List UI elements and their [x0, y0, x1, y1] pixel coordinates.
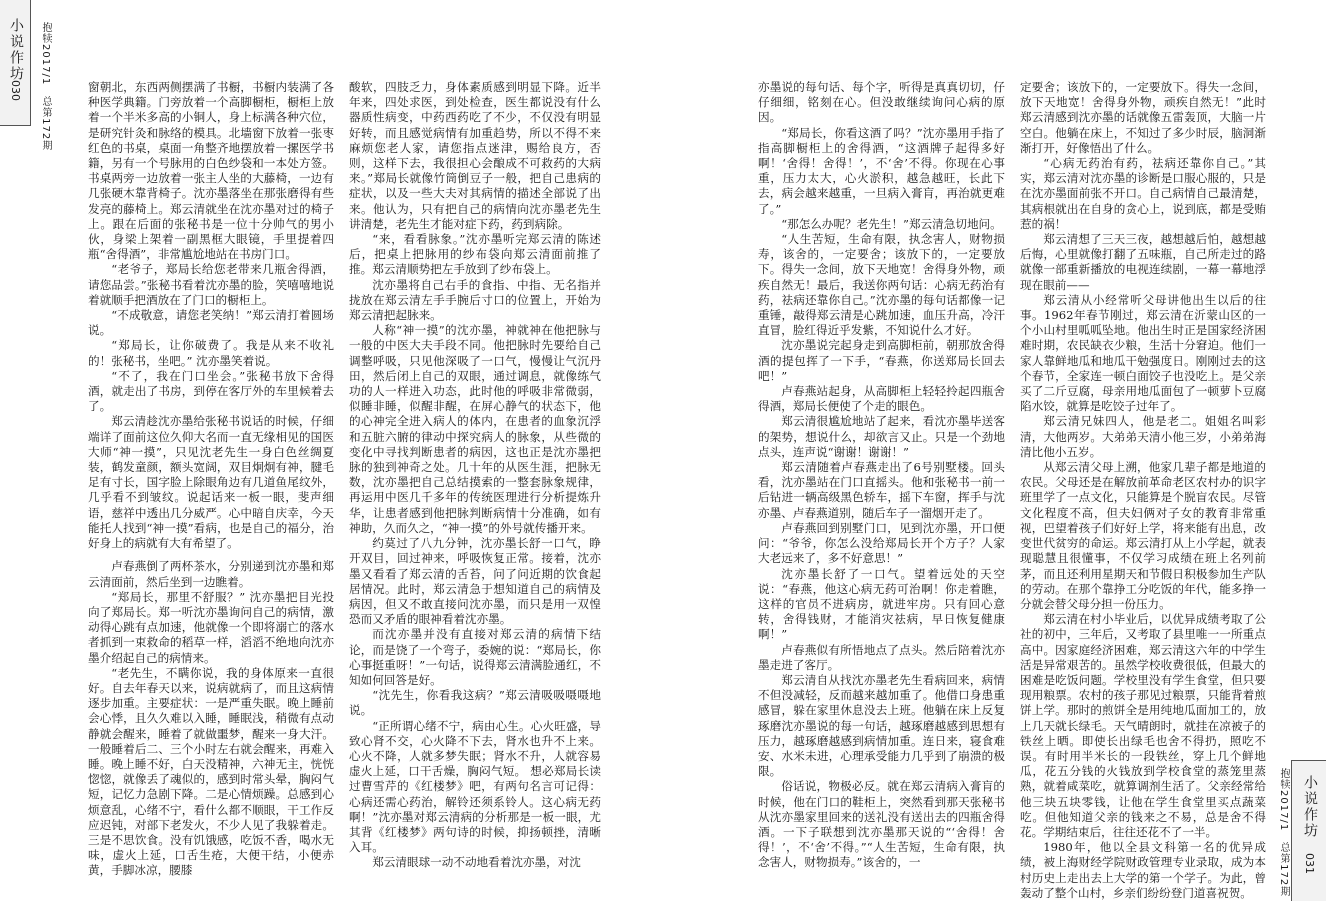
paragraph: “来，看看脉象。”沈亦墨听完郑云清的陈述后，把桌上把脉用的纱布袋向郑云清面前推了推。郑云清顺势把左手放到了纱布袋上。 [349, 232, 601, 277]
section-tab-right [1291, 760, 1326, 901]
section-title-right: 小说作坊 [1302, 775, 1318, 839]
section-tab-left [0, 0, 31, 126]
paragraph: 郑云清眼球一动不动地看着沈亦墨，对沈 [372, 855, 581, 870]
paragraph: 酸软，四肢乏力，身体素质感到明显下降。近半年来，四处求医，到处检查，医生都说没有什么器质性病变，中药西药吃了不少，不仅没有明显好转，而且感觉病情有加重趋势，所以不得不来麻烦您老人家，请您指点迷津，赐给良方，否则，这样下去，我很担心会酿成不可救药的大病来。”郑局长就像竹筒倒豆子一般，把自己患病的症状，以及一些大夫对其病情的描述全部说了出来。他认为，只有把自己的病情向沈亦墨老先生讲清楚，老先生才能对症下药，药到病除。 [349, 80, 601, 231]
right-page [663, 0, 1326, 900]
issue-label-left: 抱犊2017/1 总第172期 [40, 22, 51, 152]
paragraph: “那怎么办呢？老先生！”郑云清急切地问。 [781, 216, 1002, 231]
text-column [758, 80, 1005, 885]
page-number-left: 030 [9, 80, 22, 101]
paragraph: 郑云清从小经常听父母讲他出生以后的往事。1962年春节刚过，郑云清在沂蒙山区的一个小山村里呱呱坠地。他出生时正是国家经济困难时期，农民缺衣少粮，生活十分窘迫。他们一家人靠鲜地瓜和地瓜干勉强度日。刚刚过去的这个春节，全家连一顿白面饺子也没吃上。是父亲买了二斤豆腐，母亲用地瓜面包了一顿萝卜豆腐陷水饺，就算是吃饺子过年了。 [1020, 292, 1266, 414]
paragraph: “郑局长，让你破费了。我是从来不收礼的！张秘书，坐吧。” 沈亦墨笑着说。 [88, 338, 334, 368]
issue-label-right: 抱犊2017/1 总第172期 [1278, 768, 1289, 898]
paragraph: “不成敬意，请您老笑纳！”郑云清打着圆场说。 [88, 308, 334, 338]
paragraph: 卢春燕回到别墅门口，见到沈亦墨，开口便问：“爷爷，你怎么没给郑局长开个方子？人家大老远来了，多不好意思！” [758, 520, 1005, 566]
paragraph: 约莫过了八九分钟，沈亦墨长舒一口气，睁开双目，回过神来，呼吸恢复正常。接着，沈亦墨又看看了郑云清的舌苔，问了问近期的饮食起居情况。此时，郑云清急于想知道自己的病情及病因，但又不敢直接问沈亦墨，而只是用一双惶恐而又矛盾的眼神看着沈亦墨。 [349, 536, 601, 627]
paragraph: 沈亦墨长舒了一口气。望着远处的天空说：“春燕，他这心病无药可治啊！你走着瞧，这样的官员不进病房，就进牢房。只有回心意转，舍得钱财，才能消灾祛病，早日恢复健康啊！” [758, 566, 1005, 642]
paragraph: 郑云清在村小毕业后，以优异成绩考取了公社的初中，三年后，又考取了县里唯一一所重点高中。因家庭经济困难，郑云清这六年的中学生活是异常艰苦的。虽然学校收费很低，但最大的困难是吃饭问题。学校里没有学生食堂，但只要现用粮票。农村的孩子那见过粮票，只能背着煎饼上学。那时的煎饼全是用纯地瓜面加工的，放上几天就长绿毛。天气晴朗时，就挂在凉被子的铁丝上晒。即使长出绿毛也舍不得扔，照吃不误。有时用半米长的一段铁丝，穿上几个鲜地瓜，花五分钱的火钱放到学校食堂的蒸笼里蒸熟，就着咸菜吃，就算调剂生活了。父亲经常给他三块五块零钱，让他在学生食堂里买点蔬菜吃。但他知道父亲的钱来之不易，总是舍不得花。学期结束后，往往还花不了一半。 [1020, 612, 1266, 839]
paragraph: “人生苦短，生命有限，执念害人，财物损寿，该舍的，一定要舍；该放下的，一定要放下。得失一念间，放下天地宽！舍得身外物，顽疾自然无！最后，我送你两句话：心病无药治有药，祛病还靠你自己。”沈亦墨的每句话都像一记重锤，敲得郑云清是心跳加速，血压升高，冷汗直冒，脸红得近乎发紫，不知说什么才好。 [758, 232, 1005, 338]
paragraph: 人称“神一摸”的沈亦墨，神就神在他把脉与一般的中医大夫手段不同。他把脉时先要给自己调整呼吸，只见他深吸了一口气，慢慢让气沉丹田，然后闭上自己的双眼，通过调息，就像练气功的人一样进入功态，此时他的呼吸非常微弱，似睡非睡，似醒非醒，在屏心静气的状态下，他的心神完全进入病人的体内，在患者的血象沉浮和五脏六腑的律动中探究病人的脉象，从些微的变化中寻找判断患者的病因，这也正是沈亦墨把脉的独到神奇之处。几十年的从医生涯，把脉无数，沈亦墨把自己总结摸索的一整套脉象规律，再运用中医几千多年的传统医理进行分析提炼升华，让患者感到他把脉判断病情十分准确，如有神助，久而久之，“神一摸”的外号就传播开来。 [349, 323, 601, 535]
section-title-left: 小说作坊 [8, 18, 24, 82]
page-number-right: 031 [1303, 853, 1316, 874]
paragraph: “正所谓心绪不宁，病由心生。心火旺盛，导致心肾不交，心火降不下去，肾水也升不上来。心火不降，人就多梦失眠；肾水不升，人就容易虚火上延，口干舌燥，胸闷气短。 想必郑局长读过曹雪芹的《红楼梦》吧，有两句名言可记得：心病还需心药治，解铃还须系铃人。这心病无药啊！”沈亦墨对郑云清病的分析那是一板一眼，尤其背《红楼梦》两句诗的时候，抑扬顿挫，清晰入耳。 [349, 718, 601, 855]
paragraph: “郑局长，你看这酒了吗？”沈亦墨用手指了指高脚橱柜上的舍得酒，“这酒牌子起得多好啊！‘舍得！舍得！’，不‘舍’不得。你现在心事重，压力太大，心火淤积，越急越旺，长此下去，病会越来越重，一旦病入膏肓，再治就更难了。” [758, 125, 1005, 216]
paragraph: “不了，我在门口坐会。”张秘书放下舍得酒，就走出了书房，到停在客厅外的车里候着去了。 [88, 368, 334, 414]
paragraph: “心病无药治有药，祛病还靠你自己。”其实，郑云清对沈亦墨的诊断是口服心服的，只是在沈亦墨面前张不开口。自己病情自己最清楚，其病根就出在自身的贪心上，说到底，都是受贿惹的祸！ [1020, 156, 1266, 231]
paragraph: 俗话说，物极必反。就在郑云清病入膏肓的时候，他在门口的鞋柜上，突然看到那天张秘书从沈亦墨家里回来的送礼没有送出去的四瓶舍得酒。一下子联想到沈亦墨那天说的“‘舍得！舍得！’，不‘舍’不得。”“人生苦短，生命有限，执念害人，财物损寿。”该舍的，一 [758, 779, 1005, 870]
paragraph: 从郑云清父母上溯，他家几辈子都是地道的农民。父母还是在解放前革命老区农村办的识字班里学了一点文化，只能算是个脱盲农民。尽管文化程度不高，但夫妇俩对子女的教育非常重视，巴望着孩子们好好上学，将来能有出息，改变世代贫穷的命运。郑云清打从上小学起，就表现聪慧且很懂事，不仅学习成绩在班上名列前茅，而且还利用星期天和节假日积极参加生产队的劳动。在那个靠挣工分吃饭的年代，能多挣一分就会替父母分担一份压力。 [1020, 460, 1266, 611]
paragraph: 郑云清想了三天三夜，越想越后怕，越想越后悔，心里就像打翻了五味瓶，自己所走过的路就像一部重新播放的电视连续剧，一幕一幕地浮现在眼前—— [1020, 232, 1266, 292]
paragraph: 郑云清兄妹四人，他是老二。姐姐名叫彩清，大他两岁。大弟弟天清小他三岁，小弟弟海清比他小五岁。 [1020, 414, 1266, 459]
paragraph: “郑局长，那里不舒服？” 沈亦墨把目光投向了郑局长。郑一听沈亦墨询问自己的病情，激动得心跳有点加速，他就像一个即将溺亡的落水者抓到一束救命的稻草一样，滔滔不绝地向沈亦墨介绍起自己的病情来。 [88, 589, 334, 665]
text-column [1020, 80, 1266, 900]
paragraph: 沈亦墨将自己右手的食指、中指、无名指并拢放在郑云清左手手腕后寸口的位置上，开始为郑云清把起脉来。 [349, 277, 601, 323]
paragraph: 郑云清趁沈亦墨给张秘书说话的时候，仔细端详了面前这位久仰大名而一直无缘相见的国医大师“神一摸”，只见沈老先生一身白色丝绸夏装，鹤发童颜，额头宽阔，双目炯炯有神，腱毛足有寸长，国字脸上除眼角边有几道鱼尾纹外，几乎看不到皱纹。说起话来一板一眼，斐声细语，慈祥中透出几分威严。心中暗自庆幸，今天能托人找到“神一摸”看病，也是自己的福分，治好身上的病就有大有希望了。 [88, 414, 334, 551]
paragraph: 1980年，他以全县文科第一名的优异成绩，被上海财经学院财政管理专业录取，成为本村历史上走出去上大学的第一个学子。为此，曾轰动了整个山村，乡亲们纷纷登门道喜祝贺。 [1020, 840, 1266, 900]
paragraph: 亦墨说的每句话、每个字，听得是真真切切，仔仔细细，铭刻在心。但没敢继续询问心病的原因。 [758, 80, 1005, 125]
paragraph: 郑云清随着卢春燕走出了6号别墅楼。回头看，沈亦墨站在门口直摇头。他和张秘书一前一后钻进一辆高级黑色轿车，摇下车窗，挥手与沈亦墨、卢春燕道别，随后车子一溜烟开走了。 [758, 460, 1005, 520]
left-page [0, 0, 663, 900]
paragraph: 卢春燕似有所悟地点了点头。然后陪着沈亦墨走进了客厅。 [758, 642, 1005, 672]
paragraph: 卢春燕站起身，从高脚柜上轻轻拎起四瓶舍得酒，郑局长便使了个走的眼色。 [758, 384, 1005, 414]
paragraph: 而沈亦墨并没有直接对郑云清的病情下结论，而是饶了一个弯子，委婉的说：“郑局长，你心事挺重呀！”一句话，说得郑云清满脸通红，不知如何回答是好。 [349, 627, 601, 687]
paragraph: 窗朝北，东西两侧摆满了书橱，书橱内装满了各种医学典籍。门旁放着一个高脚橱柜，橱柜上放着一个半米多高的小铜人，身上标满各种穴位，是研究针灸和脉络的模具。北墙窗下放着一张枣红色的书桌，桌面一角整齐地摆放着一摞医学书籍，另有一个号脉用的白色纱袋和一本处方签。书桌两旁一边放着一张主人坐的大藤椅，一边有几张硬木靠背椅子。沈亦墨落坐在那张磨得有些发亮的藤椅上。郑云清就坐在沈亦墨对过的椅子上。跟在后面的张秘书是一位十分帅气的男小伙，身梁上架着一副黑框大眼镜，手里提着四瓶“舍得酒”，非常尴尬地站在书房门口。 [88, 80, 334, 262]
text-column [88, 80, 334, 885]
paragraph: “沈先生，你看我这病？”郑云清吸吸嗫嗫地说。 [349, 688, 601, 718]
paragraph: “老爷子，郑局长给您老带来几瓶舍得酒，请您品尝。”张秘书看着沈亦墨的脸，笑嘻嘻地说着就顺手把酒放在了门口的橱柜上。 [88, 262, 334, 307]
paragraph: 沈亦墨说完起身走到高脚柜前，朝那放舍得酒的提包挥了一下手，“春燕，你送郑局长回去吧！” [758, 338, 1005, 383]
paragraph: 定要舍；该放下的，一定要放下。得失一念间，放下天地宽！舍得身外物，顽疾自然无！”此时郑云清感到沈亦墨的话就像五雷轰顶，大脑一片空白。他躺在床上，不知过了多少时辰，脑洞渐渐打开，好像悟出了什么。 [1020, 80, 1266, 155]
paragraph: 郑云清很尴尬地站了起来，看沈亦墨毕送客的架势，想说什么，却欲言又止。只是一个劲地点头，连声说“谢谢！谢谢！” [758, 414, 1005, 459]
paragraph: 卢春燕倒了两杯茶水，分别递到沈亦墨和郑云清面前，然后坐到一边瞧着。 [88, 559, 334, 589]
text-column [349, 80, 601, 885]
paragraph-gap [88, 551, 334, 559]
paragraph: 郑云清自从找沈亦墨老先生看病回来，病情不但没减轻，反而越来越加重了。他借口身患重感冒，躲在家里休息没去上班。他躺在床上反复琢磨沈亦墨说的每一句话，越琢磨越感到思想有压力，越琢磨越感到病情加重。连日来，寝食难安、水米未进，心理承受能力几乎到了崩溃的极限。 [758, 672, 1005, 779]
paragraph: “老先生，不瞒你说，我的身体原来一直很好。自去年春天以来，说病就病了，而且这病情逐步加重。主要症状：一是严重失眠。晚上睡前会心悸，且久久难以入睡，睡眠浅，稍微有点动静就会醒来，睡着了就做噩梦，醒来一身大汗。一般睡着后二、三个小时左右就会醒来，再难入睡。晚上睡不好，白天没精神，六神无主，恍恍惚惚，就像丢了魂似的，感到时常头晕，胸闷气短，记忆力急剧下降。二是心情烦躁。总感到心烦意乱，心绪不宁，看什么都不顺眼，干工作反应迟钝，对部下老发火，不少人见了我躲着走。三是不思饮食。没有饥饿感，吃饭不香，喝水无味，虚火上延，口舌生疮，大便干结，小便赤黄，手脚冰凉，腰膝 [88, 665, 334, 878]
